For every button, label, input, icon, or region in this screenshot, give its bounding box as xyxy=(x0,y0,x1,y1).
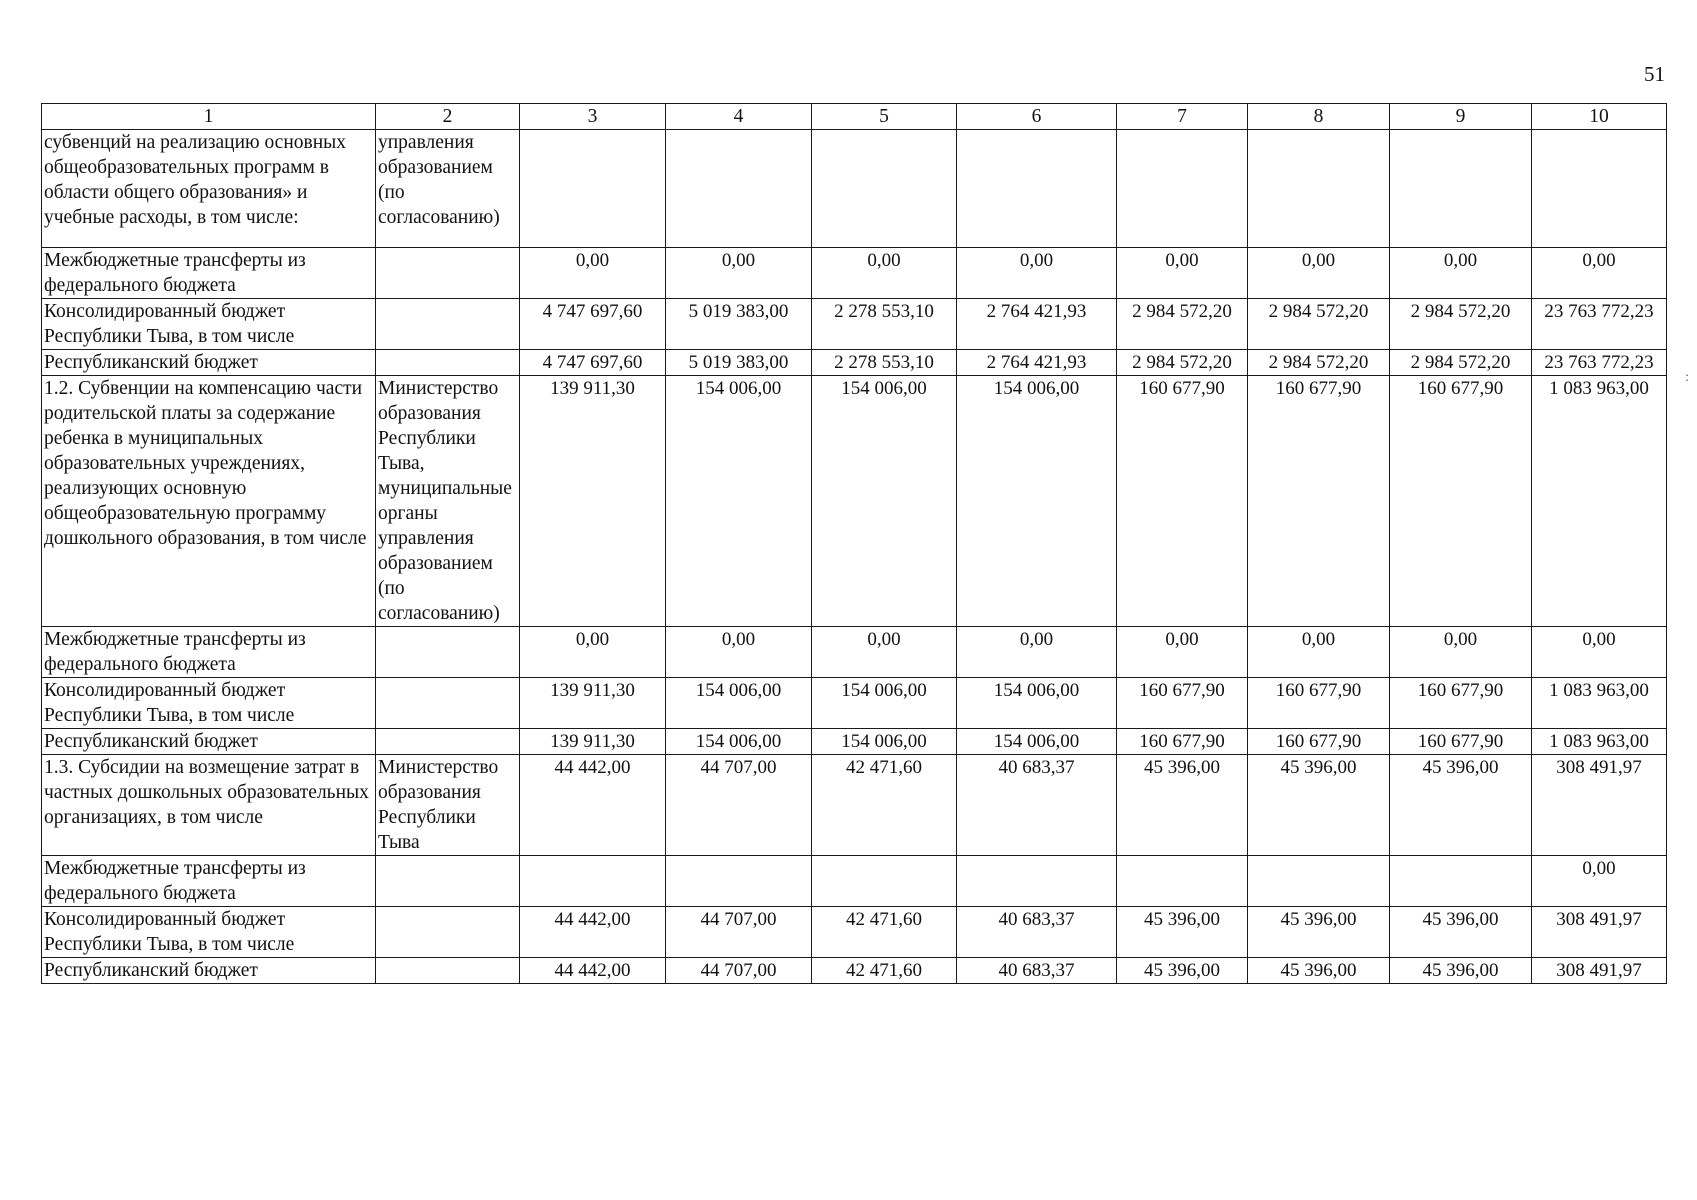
value-cell-col-5 xyxy=(812,130,957,248)
column-header-1: 1 xyxy=(42,104,376,130)
value-cell-col-6: 40 683,37 xyxy=(957,907,1117,958)
row-description: Республиканский бюджет xyxy=(42,729,376,755)
value-cell-col-7: 45 396,00 xyxy=(1117,907,1248,958)
value-cell-col-9: 160 677,90 xyxy=(1390,729,1532,755)
table-row xyxy=(42,958,1667,984)
column-header-6: 6 xyxy=(957,104,1117,130)
value-cell-col-9: 45 396,00 xyxy=(1390,907,1532,958)
table-row xyxy=(42,755,1667,856)
column-header-3: 3 xyxy=(520,104,666,130)
value-cell-col-5: 42 471,60 xyxy=(812,907,957,958)
value-cell-col-6: 154 006,00 xyxy=(957,729,1117,755)
value-cell-col-4: 44 707,00 xyxy=(666,958,812,984)
value-cell-col-8: 160 677,90 xyxy=(1248,376,1390,627)
table-row xyxy=(42,678,1667,729)
table-row xyxy=(42,299,1667,350)
value-cell-col-6: 40 683,37 xyxy=(957,958,1117,984)
value-cell-col-8: 0,00 xyxy=(1248,248,1390,299)
value-cell-col-5: 2 278 553,10 xyxy=(812,299,957,350)
row-responsible xyxy=(376,299,520,350)
value-cell-col-8 xyxy=(1248,856,1390,907)
value-cell-col-5: 2 278 553,10 xyxy=(812,350,957,376)
table-row xyxy=(42,376,1667,627)
value-cell-col-8: 45 396,00 xyxy=(1248,958,1390,984)
value-cell-col-6: 0,00 xyxy=(957,627,1117,678)
value-cell-col-3: 44 442,00 xyxy=(520,958,666,984)
value-cell-col-3: 4 747 697,60 xyxy=(520,350,666,376)
column-header-10: 10 xyxy=(1532,104,1667,130)
row-description: Межбюджетные трансферты из федерального бюджета xyxy=(42,248,376,299)
value-cell-col-7: 160 677,90 xyxy=(1117,376,1248,627)
row-description: Консолидированный бюджет Республики Тыва, в том числе xyxy=(42,299,376,350)
value-cell-col-8: 45 396,00 xyxy=(1248,907,1390,958)
row-responsible xyxy=(376,627,520,678)
row-description: Консолидированный бюджет Республики Тыва, в том числе xyxy=(42,907,376,958)
value-cell-col-10: 308 491,97 xyxy=(1532,958,1667,984)
value-cell-col-10 xyxy=(1532,130,1667,248)
value-cell-col-5: 154 006,00 xyxy=(812,376,957,627)
row-responsible xyxy=(376,678,520,729)
value-cell-col-3: 0,00 xyxy=(520,248,666,299)
column-header-2: 2 xyxy=(376,104,520,130)
row-responsible: Министерство образования Республики Тыва xyxy=(376,755,520,856)
value-cell-col-8: 45 396,00 xyxy=(1248,755,1390,856)
row-description: 1.3. Субсидии на возмещение затрат в частных дошкольных образовательных организациях, в том числе xyxy=(42,755,376,856)
value-cell-col-6 xyxy=(957,130,1117,248)
table-row xyxy=(42,907,1667,958)
value-cell-col-7: 0,00 xyxy=(1117,627,1248,678)
value-cell-col-5: 42 471,60 xyxy=(812,755,957,856)
value-cell-col-5: 0,00 xyxy=(812,248,957,299)
column-header-8: 8 xyxy=(1248,104,1390,130)
value-cell-col-7: 160 677,90 xyxy=(1117,729,1248,755)
value-cell-col-8: 160 677,90 xyxy=(1248,678,1390,729)
value-cell-col-4: 154 006,00 xyxy=(666,729,812,755)
column-header-4: 4 xyxy=(666,104,812,130)
table-row xyxy=(42,248,1667,299)
value-cell-col-5: 0,00 xyxy=(812,627,957,678)
value-cell-col-4 xyxy=(666,856,812,907)
value-cell-col-9: 2 984 572,20 xyxy=(1390,299,1532,350)
row-description: Межбюджетные трансферты из федерального бюджета xyxy=(42,627,376,678)
value-cell-col-10: 23 763 772,23 xyxy=(1532,299,1667,350)
value-cell-col-6: 2 764 421,93 xyxy=(957,350,1117,376)
row-responsible xyxy=(376,958,520,984)
value-cell-col-3: 44 442,00 xyxy=(520,755,666,856)
value-cell-col-4: 154 006,00 xyxy=(666,376,812,627)
value-cell-col-4: 154 006,00 xyxy=(666,678,812,729)
row-description: Консолидированный бюджет Республики Тыва, в том числе xyxy=(42,678,376,729)
value-cell-col-9: 160 677,90 xyxy=(1390,376,1532,627)
value-cell-col-8: 2 984 572,20 xyxy=(1248,299,1390,350)
value-cell-col-6 xyxy=(957,856,1117,907)
row-description: Межбюджетные трансферты из федерального бюджета xyxy=(42,856,376,907)
value-cell-col-8: 160 677,90 xyxy=(1248,729,1390,755)
value-cell-col-9: 0,00 xyxy=(1390,627,1532,678)
value-cell-col-4: 5 019 383,00 xyxy=(666,350,812,376)
value-cell-col-9 xyxy=(1390,130,1532,248)
value-cell-col-3 xyxy=(520,856,666,907)
value-cell-col-4: 0,00 xyxy=(666,627,812,678)
page-number: 51 xyxy=(1644,62,1665,86)
value-cell-col-6: 154 006,00 xyxy=(957,376,1117,627)
value-cell-col-3: 44 442,00 xyxy=(520,907,666,958)
value-cell-col-5: 154 006,00 xyxy=(812,729,957,755)
row-description: субвенций на реализацию основных общеобразовательных программ в области общего образования» и учебные расходы, в том числе: xyxy=(42,130,376,248)
row-description: 1.2. Субвенции на компенсацию части родительской платы за содержание ребенка в муниципальных образовательных учреждениях, реализующих основную общеобразовательную программу дошкольного образования, в том числе xyxy=(42,376,376,627)
row-responsible: управления образованием (по согласованию) xyxy=(376,130,520,248)
budget-table xyxy=(41,103,1667,984)
value-cell-col-9: 160 677,90 xyxy=(1390,678,1532,729)
header-row xyxy=(42,104,1667,130)
value-cell-col-6: 2 764 421,93 xyxy=(957,299,1117,350)
value-cell-col-3: 139 911,30 xyxy=(520,729,666,755)
value-cell-col-7: 45 396,00 xyxy=(1117,958,1248,984)
edge-mark: : xyxy=(1685,370,1689,385)
row-description: Республиканский бюджет xyxy=(42,958,376,984)
table-row xyxy=(42,627,1667,678)
value-cell-col-3: 139 911,30 xyxy=(520,678,666,729)
table-row xyxy=(42,130,1667,248)
value-cell-col-3: 4 747 697,60 xyxy=(520,299,666,350)
value-cell-col-10: 1 083 963,00 xyxy=(1532,729,1667,755)
value-cell-col-5 xyxy=(812,856,957,907)
value-cell-col-4: 44 707,00 xyxy=(666,755,812,856)
value-cell-col-10: 308 491,97 xyxy=(1532,907,1667,958)
value-cell-col-8: 0,00 xyxy=(1248,627,1390,678)
value-cell-col-10: 1 083 963,00 xyxy=(1532,678,1667,729)
value-cell-col-6: 0,00 xyxy=(957,248,1117,299)
value-cell-col-10: 0,00 xyxy=(1532,248,1667,299)
value-cell-col-7: 160 677,90 xyxy=(1117,678,1248,729)
column-header-5: 5 xyxy=(812,104,957,130)
value-cell-col-9: 0,00 xyxy=(1390,248,1532,299)
value-cell-col-3: 139 911,30 xyxy=(520,376,666,627)
value-cell-col-10: 0,00 xyxy=(1532,856,1667,907)
value-cell-col-10: 308 491,97 xyxy=(1532,755,1667,856)
value-cell-col-3: 0,00 xyxy=(520,627,666,678)
row-responsible xyxy=(376,248,520,299)
value-cell-col-10: 23 763 772,23 xyxy=(1532,350,1667,376)
value-cell-col-10: 1 083 963,00 xyxy=(1532,376,1667,627)
value-cell-col-7: 45 396,00 xyxy=(1117,755,1248,856)
value-cell-col-9: 45 396,00 xyxy=(1390,755,1532,856)
value-cell-col-4: 0,00 xyxy=(666,248,812,299)
value-cell-col-9: 2 984 572,20 xyxy=(1390,350,1532,376)
value-cell-col-5: 154 006,00 xyxy=(812,678,957,729)
value-cell-col-9: 45 396,00 xyxy=(1390,958,1532,984)
column-header-7: 7 xyxy=(1117,104,1248,130)
value-cell-col-6: 40 683,37 xyxy=(957,755,1117,856)
value-cell-col-4: 5 019 383,00 xyxy=(666,299,812,350)
value-cell-col-10: 0,00 xyxy=(1532,627,1667,678)
row-responsible xyxy=(376,907,520,958)
value-cell-col-7 xyxy=(1117,856,1248,907)
value-cell-col-7: 2 984 572,20 xyxy=(1117,350,1248,376)
row-responsible xyxy=(376,729,520,755)
value-cell-col-5: 42 471,60 xyxy=(812,958,957,984)
value-cell-col-9 xyxy=(1390,856,1532,907)
value-cell-col-4: 44 707,00 xyxy=(666,907,812,958)
value-cell-col-4 xyxy=(666,130,812,248)
table-row xyxy=(42,350,1667,376)
table-row xyxy=(42,856,1667,907)
value-cell-col-6: 154 006,00 xyxy=(957,678,1117,729)
value-cell-col-8 xyxy=(1248,130,1390,248)
row-responsible xyxy=(376,856,520,907)
column-header-9: 9 xyxy=(1390,104,1532,130)
row-responsible xyxy=(376,350,520,376)
table-row xyxy=(42,729,1667,755)
value-cell-col-7: 2 984 572,20 xyxy=(1117,299,1248,350)
value-cell-col-3 xyxy=(520,130,666,248)
value-cell-col-7: 0,00 xyxy=(1117,248,1248,299)
value-cell-col-7 xyxy=(1117,130,1248,248)
value-cell-col-8: 2 984 572,20 xyxy=(1248,350,1390,376)
row-responsible: Министерство образования Республики Тыва, муниципальные органы управления образованием (по согласованию) xyxy=(376,376,520,627)
row-description: Республиканский бюджет xyxy=(42,350,376,376)
